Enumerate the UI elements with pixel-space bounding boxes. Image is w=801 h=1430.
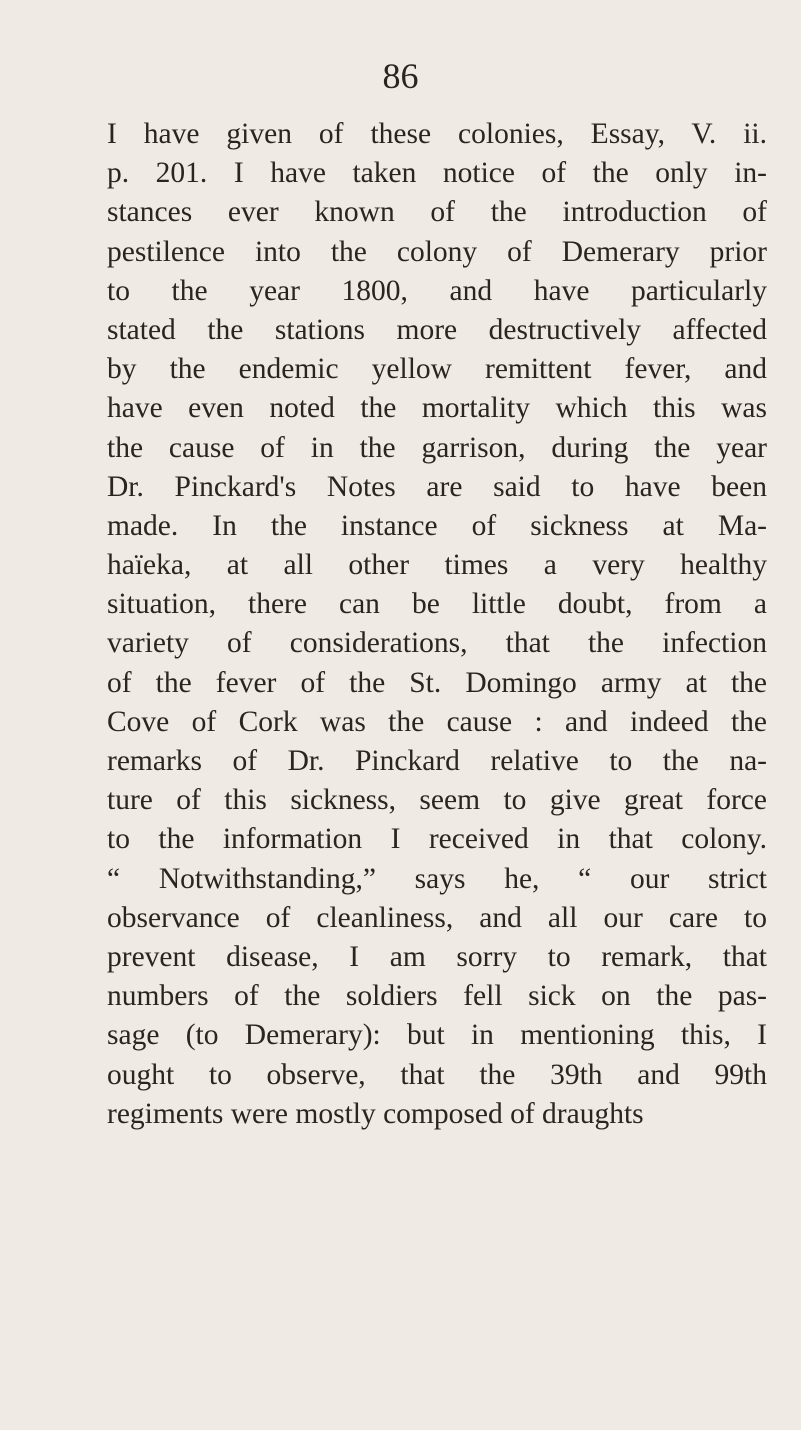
text-line: to the year 1800, and have particularly (107, 274, 767, 307)
text-line: prevent disease, I am sorry to remark, that (107, 940, 767, 973)
text-line: Dr. Pinckard's Notes are said to have been (107, 470, 767, 503)
text-line: “ Notwithstanding,” says he, “ our strict (107, 862, 767, 895)
text-line: made. In the instance of sickness at Ma- (107, 509, 767, 542)
text-line: by the endemic yellow remittent fever, and (107, 353, 767, 386)
text-line: stated the stations more destructively affected (107, 313, 767, 346)
page-number: 86 (382, 56, 419, 96)
text-line: remarks of Dr. Pinckard relative to the na- (107, 745, 767, 777)
text-line: I have given of these colonies, Essay, V. ii. (107, 118, 767, 150)
text-line: p. 201. I have taken notice of the only in- (107, 157, 767, 190)
text-line: situation, there can be little doubt, from a (107, 588, 767, 621)
text-line: pestilence into the colony of Demerary prior (107, 235, 767, 268)
text-line: stances ever known of the introduction of (107, 196, 767, 229)
text-line: Cove of Cork was the cause : and indeed the (107, 705, 767, 738)
text-line: sage (to Demerary): but in mentioning this, I (107, 1019, 767, 1052)
text-line: to the information I received in that colony. (107, 823, 767, 856)
text-line: the cause of in the garrison, during the year (107, 431, 767, 464)
text-line: have even noted the mortality which this was (107, 392, 767, 425)
text-line: haïeka, at all other times a very healthy (107, 549, 767, 582)
body-text (107, 115, 767, 1134)
text-line: regiments were mostly composed of draughts (107, 1097, 644, 1130)
text-line: numbers of the soldiers fell sick on the pas- (107, 980, 767, 1013)
text-line: observance of cleanliness, and all our care to (107, 901, 767, 934)
text-line: ture of this sickness, seem to give great force (107, 784, 767, 817)
text-line: variety of considerations, that the infection (107, 627, 767, 660)
text-line: of the fever of the St. Domingo army at the (107, 666, 767, 699)
text-line: ought to observe, that the 39th and 99th (107, 1058, 767, 1091)
